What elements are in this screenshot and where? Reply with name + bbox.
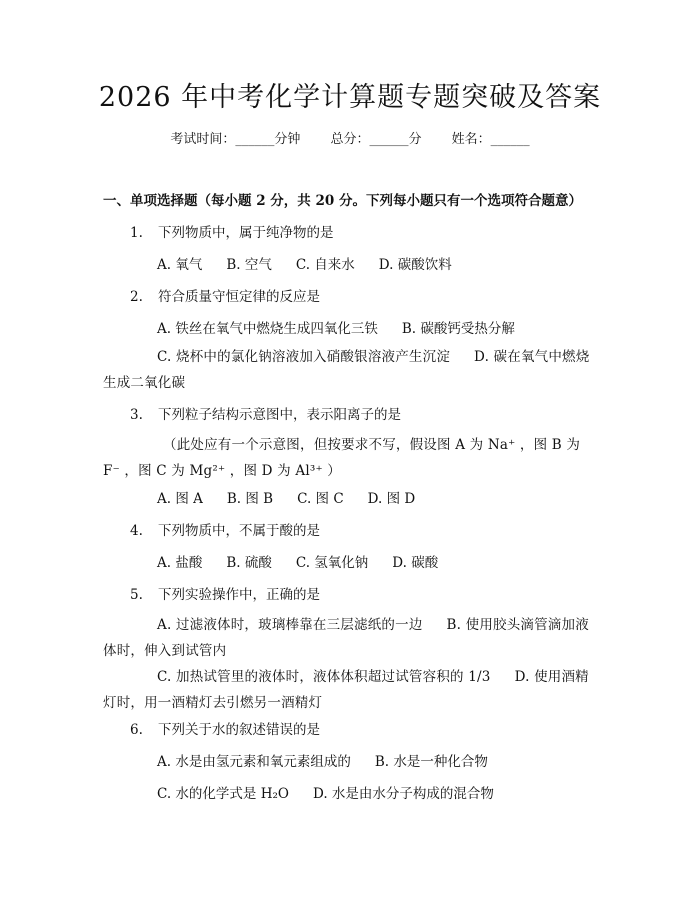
question-4-stem — [130, 522, 320, 540]
option-b: B. 碳酸钙受热分解 — [401, 321, 515, 337]
question-5-options-cd — [103, 664, 600, 716]
question-2-options-cd — [103, 344, 600, 396]
question-1-stem — [130, 224, 334, 242]
option-b: B. 空气 — [226, 257, 272, 273]
option-b: B. 图 B — [226, 491, 274, 507]
question-2-stem — [130, 288, 320, 306]
page-title: 2026 年中考化学计算题专题突破及答案 — [98, 82, 602, 113]
question-4-options — [157, 554, 462, 572]
option-b: B. 使用胶头滴管滴加液体时，伸入到试管内 — [103, 617, 589, 659]
question-number: 3. — [130, 407, 143, 423]
question-number: 4. — [130, 523, 143, 539]
option-d: D. 图 D — [367, 491, 416, 507]
option-c: C. 烧杯中的氯化钠溶液加入硝酸银溶液产生沉淀 — [157, 349, 451, 365]
option-c: C. 自来水 — [295, 257, 355, 273]
question-5-stem — [130, 586, 320, 604]
question-3-stem — [130, 406, 401, 424]
option-a: A. 盐酸 — [157, 555, 203, 571]
option-b: B. 水是一种化合物 — [374, 754, 488, 770]
question-3-note: （此处应有一个示意图，但按要求不写，假设图 A 为 Na⁺ ，图 B 为 F⁻ ，图 C 为 Mg²⁺ ，图 D 为 Al³⁺ ） — [103, 437, 581, 479]
option-d: D. 使用酒精灯时，用一酒精灯去引燃另一酒精灯 — [103, 669, 589, 711]
option-c: C. 水的化学式是 H₂O — [157, 786, 289, 802]
option-a: A. 氧气 — [157, 257, 203, 273]
option-d: D. 碳酸饮料 — [378, 257, 452, 273]
total-score-field: 总分：______分 — [330, 132, 422, 147]
question-number: 5. — [130, 587, 143, 603]
option-d: D. 碳在氧气中燃烧生成二氧化碳 — [103, 349, 590, 391]
question-text: 下列物质中，属于纯净物的是 — [158, 225, 334, 241]
option-d: D. 水是由水分子构成的混合物 — [312, 786, 494, 802]
question-text: 下列物质中，不属于酸的是 — [158, 523, 320, 539]
exam-info — [0, 131, 700, 149]
option-a: A. 过滤液体时，玻璃棒靠在三层滤纸的一边 — [157, 617, 423, 633]
question-number: 2. — [130, 289, 143, 305]
option-a: A. 图 A — [157, 491, 203, 507]
student-name-field: 姓名：______ — [451, 132, 530, 147]
question-text: 下列粒子结构示意图中，表示阳离子的是 — [158, 407, 401, 423]
exam-time-field: 考试时间：______分钟 — [170, 132, 301, 147]
option-a: A. 铁丝在氧气中燃烧生成四氧化三铁 — [157, 321, 378, 337]
question-number: 6. — [130, 722, 143, 738]
question-number: 1. — [130, 225, 143, 241]
question-1-options — [157, 256, 476, 274]
section-heading: 一、单项选择题（每小题 2 分，共 20 分。下列每小题只有一个选项符合题意） — [103, 193, 582, 209]
question-5-options-ab — [103, 612, 600, 664]
question-3-options — [157, 490, 439, 508]
question-6-options-cd — [157, 785, 518, 803]
option-b: B. 硫酸 — [226, 555, 272, 571]
question-6-options-ab — [157, 753, 512, 771]
option-c: C. 图 C — [297, 491, 344, 507]
question-text: 下列关于水的叙述错误的是 — [158, 722, 320, 738]
option-c: C. 加热试管里的液体时，液体体积超过试管容积的 1/3 — [157, 669, 491, 685]
option-a: A. 水是由氢元素和氧元素组成的 — [157, 754, 351, 770]
question-text: 下列实验操作中，正确的是 — [158, 587, 320, 603]
question-text: 符合质量守恒定律的反应是 — [158, 289, 320, 305]
question-2-options-ab — [157, 320, 539, 338]
option-d: D. 碳酸 — [392, 555, 439, 571]
question-6-stem — [130, 721, 320, 739]
option-c: C. 氢氧化钠 — [295, 555, 369, 571]
